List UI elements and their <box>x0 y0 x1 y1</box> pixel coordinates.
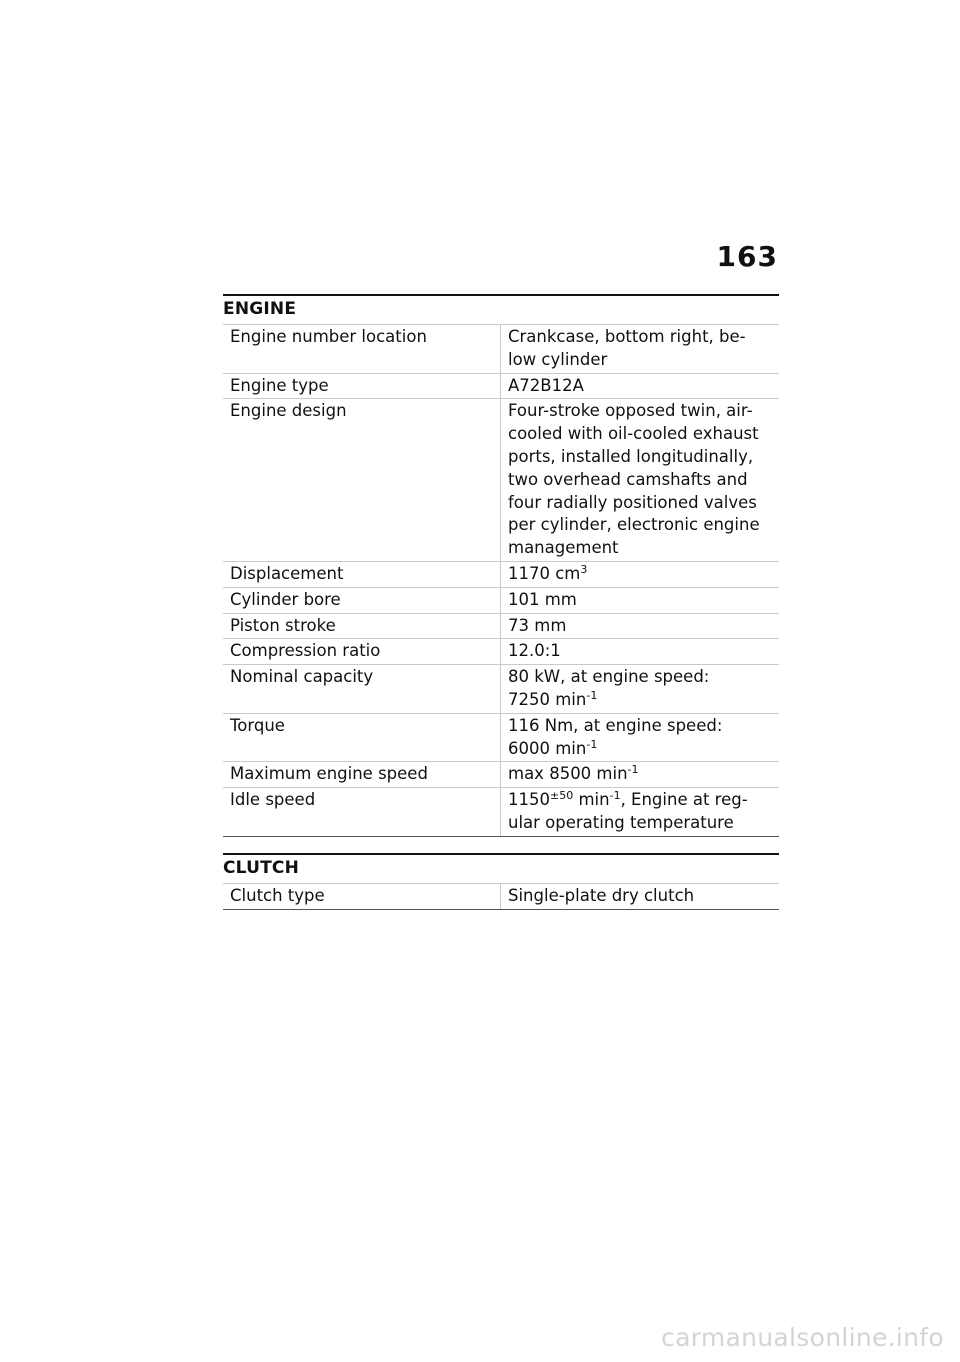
spec-label: Maximum engine speed <box>223 762 501 788</box>
table-row <box>223 373 779 399</box>
spec-value <box>501 325 780 374</box>
spec-content <box>223 294 779 926</box>
spec-label: Idle speed <box>223 788 501 837</box>
spec-value <box>501 399 780 562</box>
spec-value <box>501 665 780 714</box>
spec-label: Displacement <box>223 561 501 587</box>
spec-value <box>501 373 780 399</box>
superscript: 3 <box>580 562 588 576</box>
spec-label: Engine design <box>223 399 501 562</box>
spec-label: Engine type <box>223 373 501 399</box>
table-row <box>223 561 779 587</box>
value-text: min <box>573 790 610 810</box>
table-row <box>223 639 779 665</box>
table-row <box>223 665 779 714</box>
value-text: Crankcase, bottom right, be- low cylinder <box>508 327 746 369</box>
table-row <box>223 613 779 639</box>
spec-label: Nominal capacity <box>223 665 501 714</box>
spec-label: Engine number location <box>223 325 501 374</box>
value-text: Single-plate dry clutch <box>508 885 695 905</box>
spec-label: Torque <box>223 713 501 762</box>
spec-value <box>501 587 780 613</box>
spec-value <box>501 713 780 762</box>
spec-value <box>501 883 780 909</box>
engine-spec-table <box>223 324 779 837</box>
clutch-section <box>223 853 779 910</box>
value-text: 73 mm <box>508 615 567 635</box>
spec-label: Compression ratio <box>223 639 501 665</box>
spec-value <box>501 788 780 837</box>
spec-value <box>501 561 780 587</box>
table-row <box>223 713 779 762</box>
table-row <box>223 399 779 562</box>
clutch-spec-table <box>223 883 779 910</box>
value-text: 1170 cm <box>508 563 581 583</box>
superscript: -1 <box>586 737 598 751</box>
spec-label: Clutch type <box>223 883 501 909</box>
value-text: 116 Nm, at engine speed: 6000 min <box>508 715 723 758</box>
value-text: max 8500 min <box>508 764 628 784</box>
value-text: 12.0:1 <box>508 641 561 661</box>
superscript: -1 <box>627 763 639 777</box>
value-text: 1150 <box>508 790 550 810</box>
superscript: -1 <box>586 688 598 702</box>
spec-label: Piston stroke <box>223 613 501 639</box>
table-row <box>223 325 779 374</box>
value-text: , Engine at reg- ular operating temperature <box>508 790 748 832</box>
spec-value <box>501 613 780 639</box>
engine-section <box>223 294 779 837</box>
table-row <box>223 788 779 837</box>
page-number: 163 <box>716 240 778 273</box>
value-text: 80 kW, at engine speed: 7250 min <box>508 667 710 709</box>
clutch-section-title: CLUTCH <box>223 853 779 883</box>
spec-value <box>501 639 780 665</box>
watermark: carmanualsonline.info <box>661 1323 944 1352</box>
spec-label: Cylinder bore <box>223 587 501 613</box>
spec-value <box>501 762 780 788</box>
value-text: A72B12A <box>508 375 584 395</box>
superscript: -1 <box>609 789 621 803</box>
table-row <box>223 762 779 788</box>
engine-section-title: ENGINE <box>223 294 779 324</box>
value-text: 101 mm <box>508 589 577 609</box>
table-row <box>223 883 779 909</box>
table-row <box>223 587 779 613</box>
tolerance-superscript: ±50 <box>550 789 574 803</box>
value-text: Four-stroke opposed twin, air- cooled with oil-cooled exhaust ports, installed longitudinally, two overhead camshafts and four radially positioned valves per cylinder, electronic engine management <box>508 401 760 558</box>
